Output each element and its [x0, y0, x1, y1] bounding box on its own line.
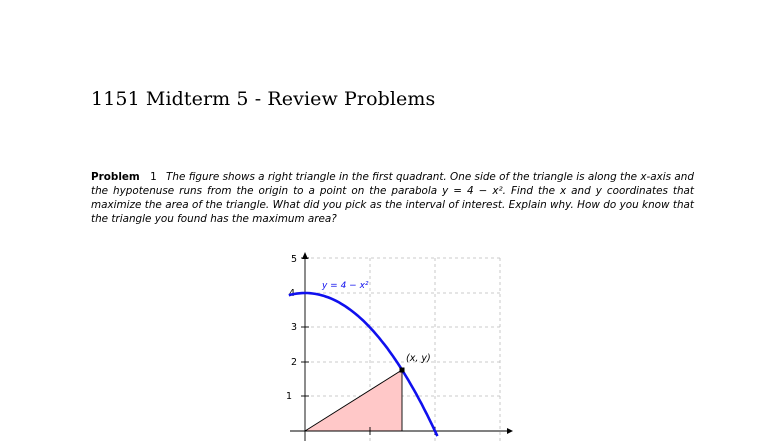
point-label: (x, y) — [406, 353, 431, 364]
problem-number: 1 — [150, 171, 157, 183]
y-tick-label-4: 4 — [288, 288, 295, 299]
document-title: 1151 Midterm 5 - Review Problems — [91, 88, 436, 110]
y-tick-label-2: 2 — [290, 357, 297, 368]
problem-text: The figure shows a right triangle in the first quadrant. One side of the triangle is along the x-axis and the hypotenuse runs from the origin to a point on the parabola y = 4 − x². Find the x and y coordinates that maximize the area of the triangle. What did you pick as the interval of interest. Explain why. How do you know that the triangle you found has the maximum area? — [91, 171, 694, 225]
shaded-triangle — [305, 370, 402, 431]
problem-label: Problem — [91, 171, 140, 183]
y-tick-label-1: 1 — [285, 391, 292, 402]
x-axis-arrow-icon — [507, 428, 513, 434]
curve-label: y = 4 − x² — [322, 281, 369, 291]
point-marker — [400, 368, 405, 373]
y-tick-label-3: 3 — [290, 322, 297, 333]
y-tick-label-5: 5 — [290, 254, 297, 265]
